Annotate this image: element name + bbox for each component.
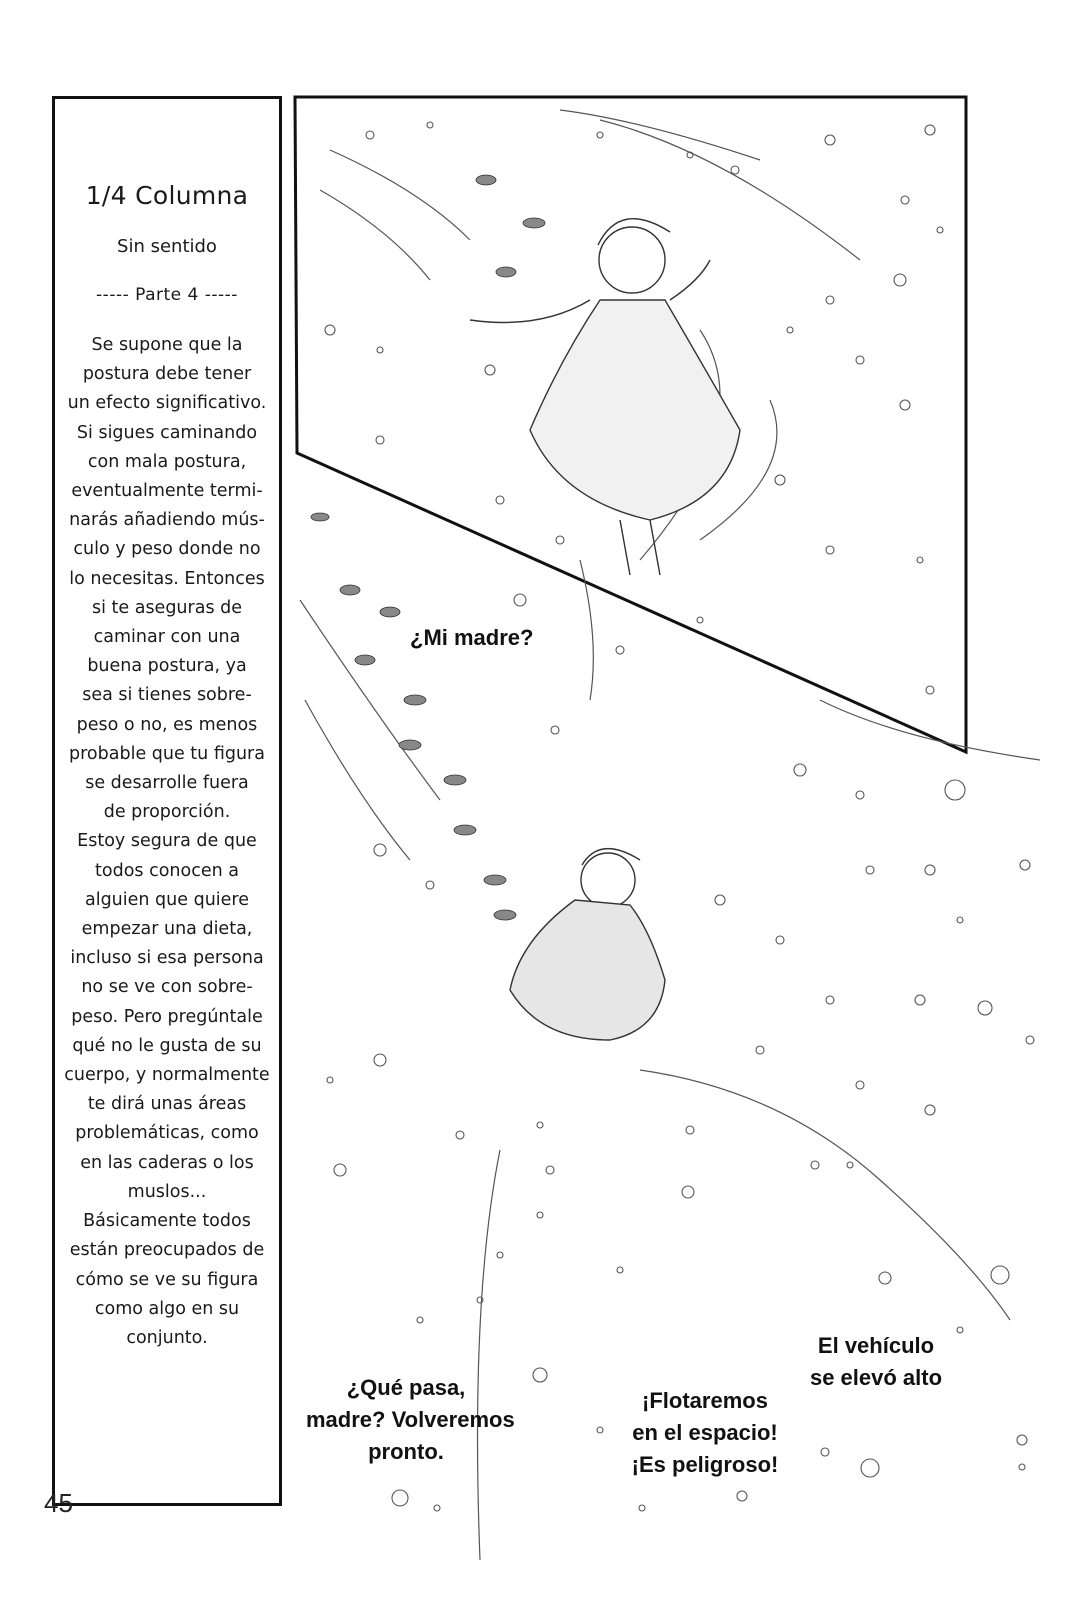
column-body-line: están preocupados de [69,1240,265,1261]
column-body-line: con mala postura, [87,451,247,472]
dialogue-line: El vehículo [817,1333,935,1358]
column-body-line: se desarrolle fuera [85,773,249,794]
column-body-line: de proporción. [103,802,231,823]
column-body-line: empezar una dieta, [81,919,253,940]
column-body-line: postura debe tener [82,364,252,385]
column-body-line: conjunto. [126,1327,208,1348]
column-body-line: lo necesitas. Entonces [69,568,265,589]
column-body-line: cómo se ve su figura [75,1269,259,1290]
column-body-line: cuerpo, y normalmente [64,1065,270,1086]
column-body-line: todos conocen a [95,860,239,881]
column-body-line: problemáticas, como [75,1123,259,1144]
column-body-line: Estoy segura de que [77,831,257,852]
column-body-line: buena postura, ya [87,656,247,677]
column-body-line: caminar con una [93,627,241,648]
column-body-line: en las caderas o los [80,1152,254,1173]
dialogue-que-pasa [306,1372,515,1468]
column-body-line: incluso si esa persona [70,948,264,969]
dialogue-flotaremos [630,1385,780,1481]
column-subtitle: Sin sentido [117,236,217,257]
column-body-line: te dirá unas áreas [87,1094,247,1115]
page-number: 45 [44,1488,73,1518]
column-body-line: eventualmente termi- [71,481,263,502]
dialogue-vehiculo [808,1330,944,1394]
column-body-line: peso o no, es menos [76,714,258,735]
column-title: 1/4 Columna [85,181,249,210]
column-body-line: alguien que quiere [84,889,249,910]
column-body-line: sea si tienes sobre- [82,685,252,706]
column-body-text [61,331,273,1353]
dialogue-line: ¿Qué pasa, [346,1375,466,1400]
column-body-line: Si sigues caminando [76,422,258,443]
dialogue-line: se elevó alto [809,1365,943,1390]
column-body-line: muslos... [127,1181,207,1202]
column-part-label: ----- Parte 4 ----- [96,285,238,305]
column-body-line: si te aseguras de [91,597,242,618]
column-body-line: un efecto significativo. [67,393,267,414]
dialogue-line: en el espacio! [632,1420,778,1445]
girl-sitting-figure [510,849,665,1040]
column-sidebar [52,96,282,1506]
column-body-line: probable que tu figura [69,743,265,764]
column-body-line: culo y peso donde no [73,539,261,560]
column-body-line: Básicamente todos [83,1211,251,1232]
column-body-line: narás añadiendo mús- [69,510,265,531]
dialogue-line: ¿Mi madre? [410,625,534,650]
column-body-line: qué no le gusta de su [72,1035,262,1056]
column-body-line: Se supone que la [91,335,243,355]
column-body-line: como algo en su [94,1298,240,1319]
dialogue-line: madre? Volveremos [306,1407,515,1432]
dialogue-line: ¡Es peligroso! [631,1452,779,1477]
dialogue-line: pronto. [368,1439,444,1464]
column-body-line: peso. Pero pregúntale [71,1006,263,1027]
dialogue-mi-madre [410,622,534,654]
column-body-line: no se ve con sobre- [81,977,253,998]
dialogue-line: ¡Flotaremos [642,1388,768,1413]
